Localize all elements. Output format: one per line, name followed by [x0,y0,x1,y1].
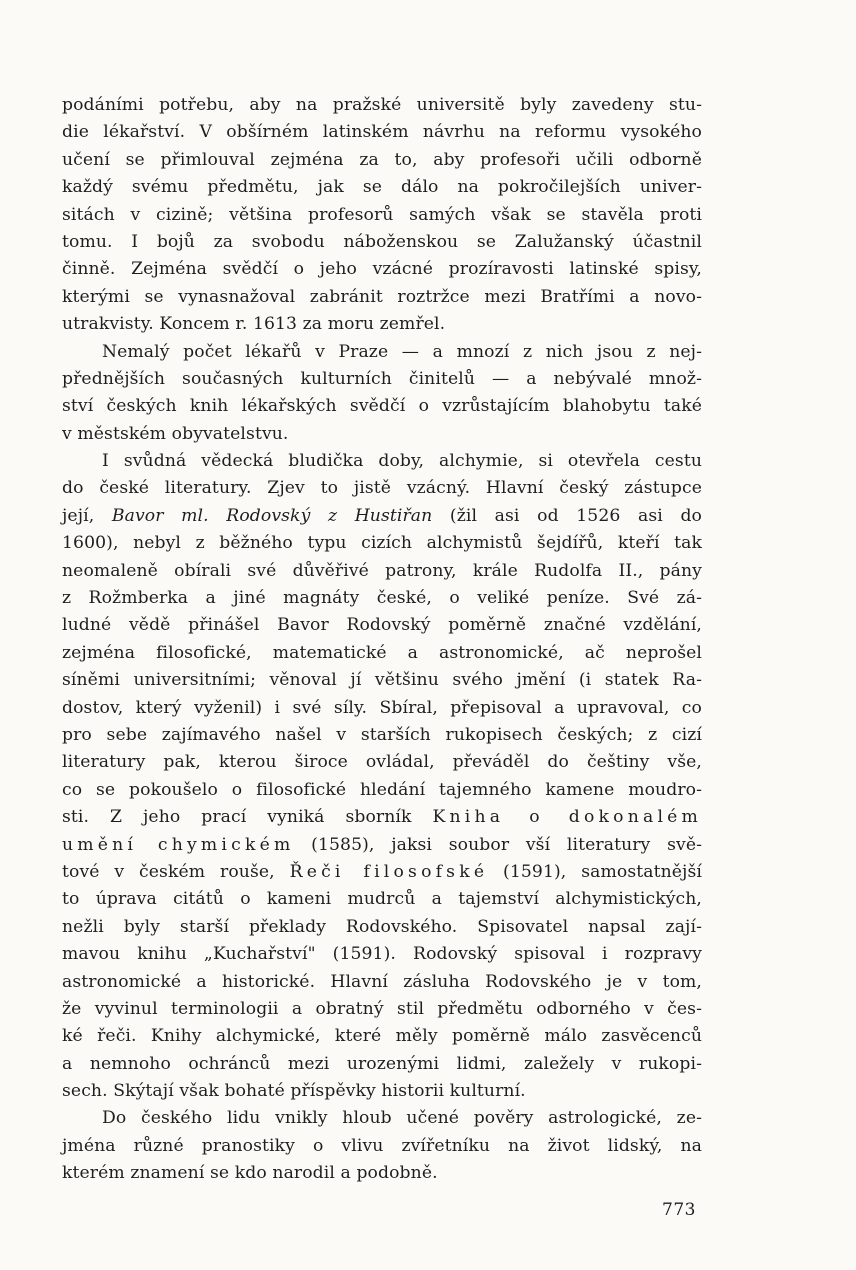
text-fragment: sti. Z jeho prací vyniká sborník [62,807,433,828]
text-line: v městském obyvatelstvu. [62,423,289,444]
paragraph [62,92,702,339]
book-title: umění chymickém [62,834,295,855]
text-line: činně. Zejména svědčí o jeho vzácné prozíravosti latinské spisy, [62,259,702,280]
text-line: podáními potřebu, aby na pražské universitě byly zavedeny stu- [62,95,702,115]
text-line: tomu. I bojů za svobodu náboženskou se Zalužanský účastnil [62,231,702,252]
text-line: sitách v cizině; většina profesorů samých však se stavěla proti [62,204,702,225]
text-line: a nemnoho ochránců mezi urozenými lidmi, zaležely v rukopi- [62,1053,702,1074]
paragraph [62,448,702,1105]
text-line: I svůdná vědecká bludička doby, alchymie, si otevřela cestu [102,451,702,472]
paragraph [62,1105,702,1187]
page-body [62,92,702,1188]
text-line: kterém znamení se kdo narodil a podobně. [62,1163,438,1184]
text-line: ké řeči. Knihy alchymické, které měly poměrně málo zasvěcenců [62,1026,702,1047]
text-line: literatury pak, kterou široce ovládal, převáděl do češtiny vše, [62,752,702,773]
text-line [62,859,702,886]
text-line: jména různé pranostiky o vlivu zvířetníku na život lidský, na [62,1135,702,1156]
text-line: co se pokoušelo o filosofické hledání tajemného kamene moudro- [62,779,702,800]
text-fragment: (žil asi od 1526 asi do [432,505,702,526]
text-line: každý svému předmětu, jak se dálo na pokročilejších univer- [62,177,702,198]
paragraph [62,339,702,449]
text-line: neomaleně obírali své důvěřivé patrony, krále Rudolfa II., pány [62,560,702,581]
text-line: Nemalý počet lékařů v Praze — a mnozí z nich jsou z nej- [102,341,702,362]
text-line [62,832,702,859]
text-line: astronomické a historické. Hlavní zásluha Rodovského je v tom, [62,971,702,992]
text-line: dostov, který vyženil) i své síly. Sbíral, přepisoval a upravoval, co [62,697,702,718]
text-line: sech. Skýtají však bohaté příspěvky historii kulturní. [62,1081,526,1102]
text-fragment: její, [62,505,112,526]
book-title: Kniha o dokonalém [432,807,703,828]
text-line: že vyvinul terminologii a obratný stil předmětu odborného v čes- [62,998,702,1019]
text-line: 1600), nebyl z běžného typu cizích alchymistů šejdířů, kteří tak [62,533,702,554]
text-line: pro sebe zajímavého našel v starších rukopisech českých; z cizí [62,724,702,745]
author-name: Bavor ml. Rodovský z Hustiřan [111,505,433,526]
text-fragment: tové v českém rouše, [62,861,290,882]
text-line [62,503,702,530]
text-line: kterými se vynasnažoval zabránit roztržce mezi Bratřími a novo- [62,286,702,307]
text-line: Do českého lidu vnikly hloub učené pověry astrologické, ze- [102,1108,702,1129]
page-number: 773 [662,1200,696,1220]
text-line: z Rožmberka a jiné magnáty české, o veliké peníze. Své zá- [62,588,702,609]
text-line: přednějších současných kulturních činitelů — a nebývalé množ- [62,368,702,389]
text-line: ludné vědě přinášel Bavor Rodovský poměrně značné vzdělání, [62,615,702,636]
text-line [62,804,702,831]
text-line: mavou knihu „Kuchařství" (1591). Rodovský spisoval i rozpravy [62,944,702,965]
text-line: ství českých knih lékařských svědčí o vzrůstajícím blahobytu také [62,396,702,417]
text-line: nežli byly starší překlady Rodovského. Spisovatel napsal zají- [62,916,702,937]
text-line: do české literatury. Zjev to jistě vzácný. Hlavní český zástupce [62,478,702,499]
text-line: síněmi universitními; věnoval jí většinu svého jmění (i statek Ra- [62,670,702,691]
text-line: zejména filosofické, matematické a astronomické, ač neprošel [62,642,702,663]
text-fragment: (1591), samostatnější [488,861,703,882]
book-title: Řeči filosofské [289,861,489,882]
text-fragment: (1585), jaksi soubor vší literatury svě- [294,834,702,855]
text-line: učení se přimlouval zejména za to, aby profesoři učili odborně [62,149,702,170]
text-line: die lékařství. V obšírném latinském návrhu na reformu vysokého [62,122,702,143]
text-line: utrakvisty. Koncem r. 1613 za moru zemřel. [62,314,446,335]
text-line: to úprava citátů o kameni mudrců a tajemství alchymistických, [62,889,702,910]
